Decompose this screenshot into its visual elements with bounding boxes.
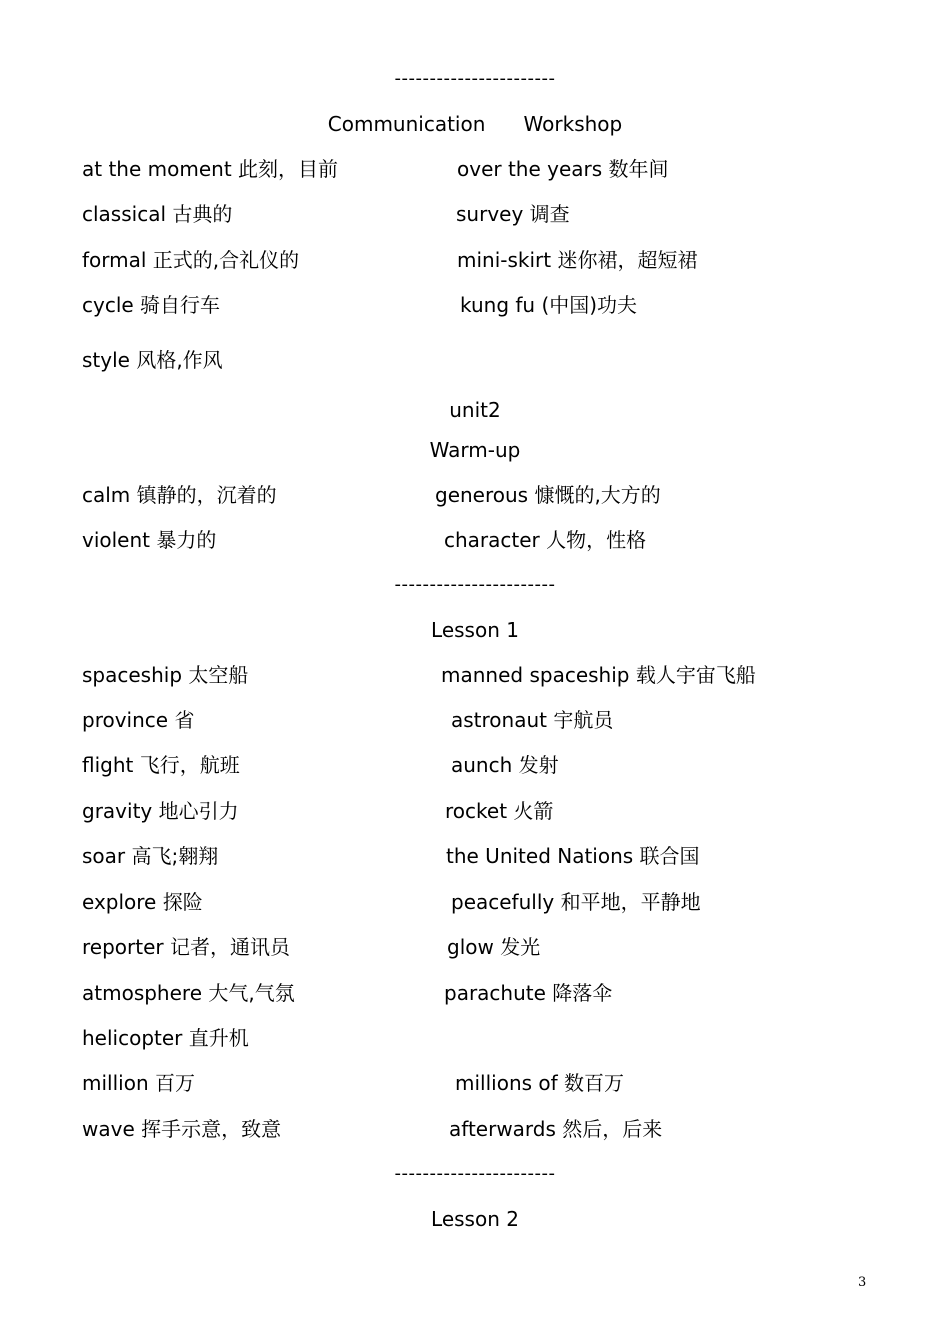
vocab-item: mini-skirt 迷你裙，超短裙 <box>457 248 698 272</box>
separator: ----------------------- <box>394 1163 556 1184</box>
vocab-item: reporter 记者，通讯员 <box>82 935 290 959</box>
vocab-item: astronaut 宇航员 <box>451 708 614 732</box>
vocab-item: glow 发光 <box>447 935 541 959</box>
vocab-item: spaceship 太空船 <box>82 663 249 687</box>
section-heading-communication-workshop: Communication Workshop <box>327 112 623 136</box>
section-heading-warm-up: Warm-up <box>429 438 521 462</box>
vocab-item: cycle 骑自行车 <box>82 293 221 317</box>
section-heading-lesson-1: Lesson 1 <box>431 618 519 642</box>
vocab-item: province 省 <box>82 708 195 732</box>
vocab-item: millions of 数百万 <box>455 1071 625 1095</box>
vocab-item: aunch 发射 <box>451 753 559 777</box>
vocab-item: explore 探险 <box>82 890 203 914</box>
separator: ----------------------- <box>394 574 556 595</box>
separator-top: ----------------------- <box>394 68 556 89</box>
vocab-item: peacefully 和平地，平静地 <box>451 890 701 914</box>
vocab-item: atmosphere 大气,气氛 <box>82 981 295 1005</box>
vocab-item: classical 古典的 <box>82 202 233 226</box>
vocab-item: the United Nations 联合国 <box>446 844 700 868</box>
vocab-item: manned spaceship 载人宇宙飞船 <box>441 663 756 687</box>
vocab-item: soar 高飞;翱翔 <box>82 844 219 868</box>
vocab-item: over the years 数年间 <box>457 157 669 181</box>
vocab-item: afterwards 然后，后来 <box>449 1117 663 1141</box>
vocab-item: generous 慷慨的,大方的 <box>435 483 661 507</box>
vocab-item: violent 暴力的 <box>82 528 217 552</box>
section-heading-lesson-2: Lesson 2 <box>431 1207 519 1231</box>
vocab-item: kung fu (中国)功夫 <box>460 293 638 317</box>
vocab-item: wave 挥手示意，致意 <box>82 1117 282 1141</box>
vocab-item: million 百万 <box>82 1071 195 1095</box>
vocab-item: calm 镇静的，沉着的 <box>82 483 277 507</box>
vocab-item: formal 正式的,合礼仪的 <box>82 248 300 272</box>
vocab-item: at the moment 此刻，目前 <box>82 157 339 181</box>
page-number: 3 <box>858 1275 867 1290</box>
unit-heading: unit2 <box>449 398 501 422</box>
vocab-item: helicopter 直升机 <box>82 1026 249 1050</box>
vocab-item: survey 调查 <box>456 202 570 226</box>
vocab-item: flight 飞行，航班 <box>82 753 240 777</box>
vocab-item: parachute 降落伞 <box>444 981 613 1005</box>
vocab-item: character 人物，性格 <box>444 528 647 552</box>
vocab-item: rocket 火箭 <box>445 799 554 823</box>
vocab-item: style 风格,作风 <box>82 348 223 372</box>
vocab-item: gravity 地心引力 <box>82 799 239 823</box>
